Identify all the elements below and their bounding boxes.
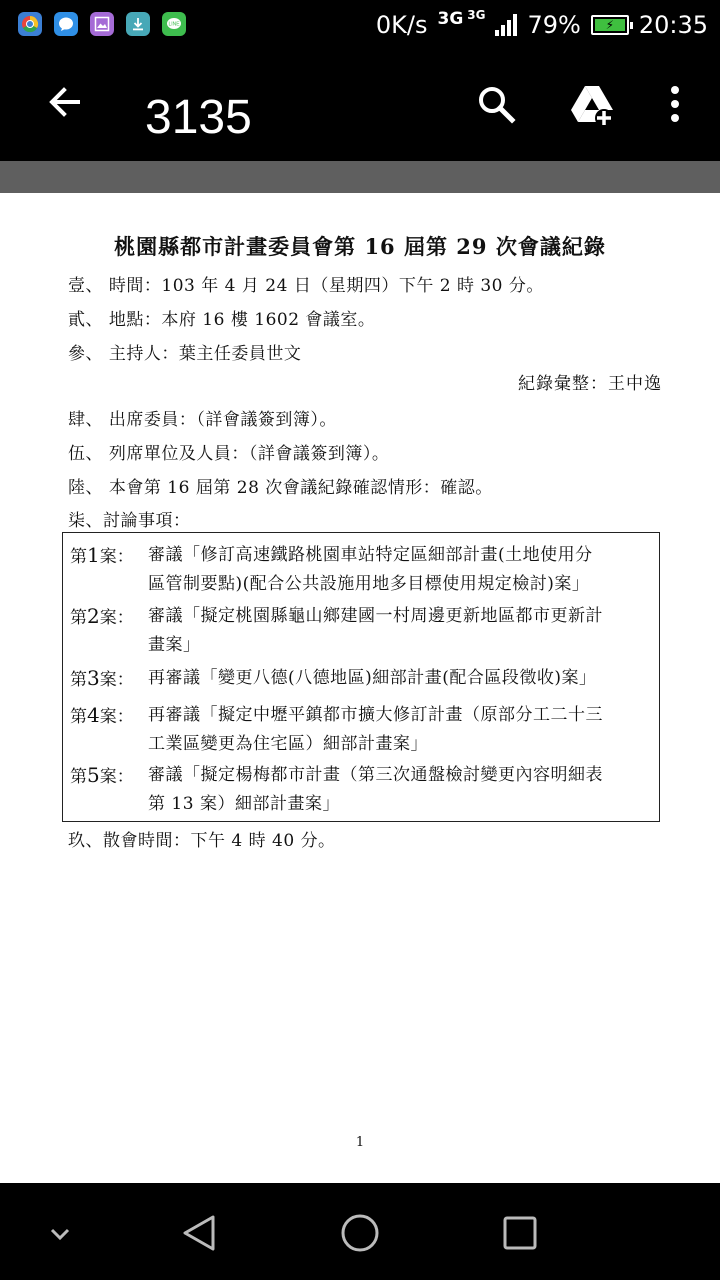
signal-icon xyxy=(495,14,517,36)
more-vert-icon[interactable] xyxy=(660,82,690,126)
chrome-icon xyxy=(18,12,42,36)
discussion-items-heading: 柒、討論事項： xyxy=(68,511,191,531)
meeting-location: 貳、 地點：本府 16 樓 1602 會議室。 xyxy=(68,310,376,330)
agenda-box xyxy=(62,532,660,822)
page-number: 1 xyxy=(355,1135,365,1150)
previous-minutes-confirmation: 陸、 本會第 16 屆第 28 次會議紀錄確認情形：確認。 xyxy=(68,478,493,498)
messenger-icon xyxy=(54,12,78,36)
battery-icon xyxy=(591,15,629,35)
svg-text:LINE: LINE xyxy=(168,21,180,28)
download-icon xyxy=(126,12,150,36)
back-arrow-icon[interactable] xyxy=(40,80,88,128)
network-speed: 0K/s xyxy=(375,11,428,39)
back-triangle-icon[interactable] xyxy=(176,1209,224,1257)
case-label: 第4案： xyxy=(70,703,134,727)
case-label: 第2案： xyxy=(70,604,134,628)
network-type: 3G xyxy=(437,9,464,29)
gallery-icon xyxy=(90,12,114,36)
case-description: 再審議「變更八德(八德地區)細部計畫(配合區段徵收)案」 xyxy=(148,668,597,688)
document-title: 3135 xyxy=(145,91,252,144)
battery-charging-fill: ⚡ xyxy=(595,19,625,31)
case-description: 審議「修訂高速鐵路桃園車站特定區細部計畫(土地使用分 區管制要點)(配合公共設施用地多目標使用規定檢討)案」 xyxy=(148,545,593,594)
notification-icons xyxy=(18,12,186,36)
network-type-secondary: 3G xyxy=(467,8,486,22)
clock: 20:35 xyxy=(638,11,708,39)
meeting-chair: 參、 主持人：葉主任委員世文 xyxy=(68,344,302,364)
app-bar xyxy=(0,50,720,161)
line-icon xyxy=(162,12,186,36)
search-icon[interactable] xyxy=(474,82,518,126)
home-circle-icon[interactable] xyxy=(336,1209,384,1257)
attending-units: 伍、 列席單位及人員：（詳會議簽到簿）。 xyxy=(68,444,390,464)
case-label: 第3案： xyxy=(70,666,134,690)
meeting-time: 壹、 時間：103 年 4 月 24 日（星期四）下午 2 時 30 分。 xyxy=(68,276,544,296)
recents-square-icon[interactable] xyxy=(496,1209,544,1257)
case-description: 審議「擬定桃園縣龜山鄉建國一村周邊更新地區都市更新計 畫案」 xyxy=(148,606,603,655)
case-description: 再審議「擬定中壢平鎮都市擴大修訂計畫（原部分工二十三 工業區變更為住宅區）細部計畫案」 xyxy=(148,705,603,754)
collapse-chevron-icon[interactable] xyxy=(36,1209,84,1257)
document-page[interactable] xyxy=(0,193,720,1183)
case-label: 第5案： xyxy=(70,763,134,787)
case-description: 審議「擬定楊梅都市計畫（第三次通盤檢討變更內容明細表 第 13 案）細部計畫案」 xyxy=(148,765,603,814)
recorder-line: 紀錄彙整：王中逸 xyxy=(518,374,662,394)
toolbar-shadow-strip xyxy=(0,161,720,193)
battery-percent: 79% xyxy=(527,11,581,39)
status-indicators xyxy=(376,0,708,50)
case-label: 第1案： xyxy=(70,543,134,567)
status-bar xyxy=(0,0,720,50)
navigation-bar xyxy=(0,1183,720,1280)
document-heading: 桃園縣都市計畫委員會第 16 屆第 29 次會議紀錄 xyxy=(114,234,606,259)
adjournment-time: 玖、散會時間：下午 4 時 40 分。 xyxy=(68,831,336,851)
attending-members: 肆、 出席委員：（詳會議簽到簿）。 xyxy=(68,410,337,430)
drive-add-icon[interactable] xyxy=(568,80,616,128)
